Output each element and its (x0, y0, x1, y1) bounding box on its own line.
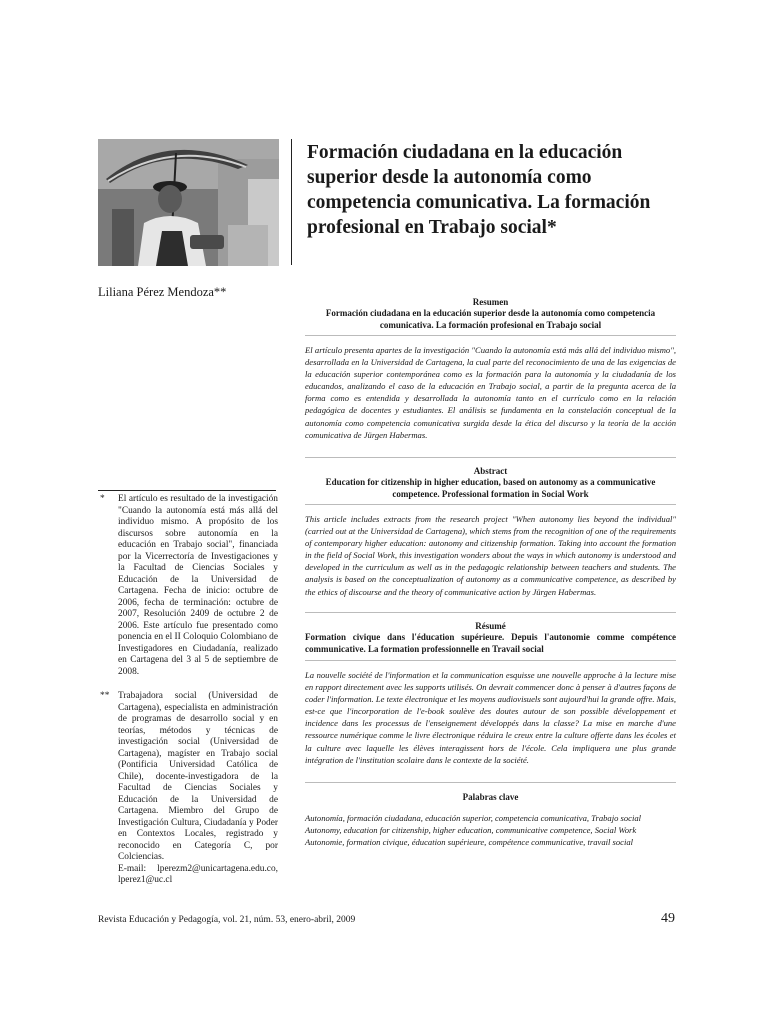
abstract-section (305, 465, 676, 501)
abstract-subtitle: Education for citizenship in higher education, based on autonomy as a communicative competence. Professional formation in Social Work (325, 477, 656, 499)
article-title: Formación ciudadana en la educación superior desde la autonomía como competencia comunicativa. La formación profesional en Trabajo social* (307, 142, 651, 238)
resumen-section (305, 296, 676, 332)
footnote-rule (98, 490, 276, 491)
journal-citation: Revista Educación y Pedagogía, vol. 21, núm. 53, enero-abril, 2009 (98, 915, 356, 925)
abstract-heading: Abstract (473, 466, 508, 476)
keywords-section (305, 791, 676, 848)
footnote-2 (98, 691, 278, 887)
section-divider (305, 782, 676, 783)
section-divider (305, 660, 676, 661)
title-divider (291, 139, 292, 265)
resume-section (305, 620, 676, 656)
resume-text: La nouvelle société de l'information et la communication esquisse une nouvelle approche à la lecture mise en rapport directement avec les supports utilisés. On devrait commencer donc à penser à d'autres façons de coder l'information. Le texte électronique et les moyens audiovisuels sont aujourd'hui la grande offre. Mais, est-ce que l'incorporation de l'e-book soulève des doutes autour de son possible développement et incidence dans les processus de l'enseignement développés dans la classe? La mise en marche d'une ressource numérique comme le livre électronique réduira le creux entre la culture offerte dans les écoles et la culture avec laquelle les élèves interagissent hors de l'école. Cela impliquera une plus grande intégration de l'institution scolaire dans le contexte de la société. (305, 670, 677, 765)
keywords-en: Autonomy, education for citizenship, higher education, communicative competence, Social Work (305, 825, 637, 835)
resumen-heading: Resumen (472, 297, 509, 307)
keywords-heading: Palabras clave (462, 792, 519, 802)
section-divider (305, 457, 676, 458)
footnote-email: E-mail: lperezm2@unicartagena.edu.co, lperez1@uc.cl (118, 863, 278, 885)
page-number: 49 (661, 911, 675, 926)
keywords-fr: Autonomie, formation civique, éducation supérieure, compétence communicative, travail social (305, 837, 634, 847)
keywords-es: Autonomía, formación ciudadana, educación superior, competencia comunicativa, Trabajo social (305, 813, 642, 823)
section-divider (305, 504, 676, 505)
resumen-text: El artículo presenta apartes de la investigación "Cuando la autonomía está más allá del individuo mismo", desarrollada en la Universidad de Cartagena, la cual parte del reconocimiento de una de las exigencias de la educación superior contemporánea como es la formación para la autonomía y la ciudadanía de los educandos, analizando el caso de la educación en Trabajo social, a partir de la pregunta acerca de la forma como es entendida y desarrollada la autonomía tanto en el currículo como en la relación pedagógica de docentes y estudiantes. El análisis se fundamenta en la constelación conceptual de la autonomía como competencia comunicativa surgida desde la ética del discurso y la teoría de la acción comunicativa de Jürgen Habermas. (305, 345, 676, 440)
author-name: Liliana Pérez Mendoza** (98, 285, 227, 299)
abstract-text: This article includes extracts from the research project "When autonomy lies beyond the individual" (carried out at the Universidad de Cartagena), which stems from the recognition of one of the requirements of contemporary higher education: autonomy and citizenship formation. Taking into account the formation in the field of Social Work, this investigation wonders about the ways in which autonomy is understood and developed in the curriculum as well as in the pedagogic relationship between teachers and students. The analysis is based on the conceptualization of autonomy as a communicative competence, as described by the ethics of discourse and the theory of communicative action by Jürgen Habermas. (305, 514, 676, 597)
section-divider (305, 335, 676, 336)
section-divider (305, 612, 676, 613)
resume-subtitle: Formation civique dans l'éducation supérieure. Depuis l'autonomie comme compétence communicative. La formation professionnelle en Travail social (305, 632, 676, 654)
footnote-text: Trabajadora social (Universidad de Cartagena), especialista en administración de programas de desarrollo social y en teorías, métodos y técnicas de investigación social (Universidad de Cartagena), magíster en Trabajo social (Pontificia Universidad Católica de Chile), docente-investigadora de la Facultad de Ciencias Sociales y Educación de la Universidad de Cartagena. Miembro del Grupo de Investigación Cultura, Ciudadanía y Poder en Contextos Locales, registrado y reconocido en Categoría C, por Colciencias. (118, 691, 278, 862)
abstract-body (305, 513, 676, 598)
footnote-1 (98, 494, 278, 678)
resumen-body (305, 344, 676, 441)
author-photo (98, 139, 279, 266)
resume-heading: Résumé (475, 621, 506, 631)
footnote-mark: * (100, 494, 105, 504)
resume-body (305, 669, 676, 766)
resumen-subtitle: Formación ciudadana en la educación superior desde la autonomía como competencia comunicativa. La formación profesional en Trabajo social (325, 308, 656, 330)
footnote-mark: ** (100, 691, 110, 701)
footnote-text: El artículo es resultado de la investigación "Cuando la autonomía está más allá del individuo mismo. A propósito de los discursos sobre autonomía en la educación en Trabajo social", financiada por la Vicerrectoría de Investigaciones y la Facultad de Ciencias Sociales y Educación de la Universidad de Cartagena. Fecha de inicio: octubre de 2006, fecha de terminación: octubre de 2007, Resolución 2409 de octubre 2 de 2006. Este artículo fue presentado como ponencia en el II Coloquio Colombiano de Investigadores en Ciudadanía, realizado en Cartagena del 3 al 5 de septiembre de 2008. (118, 494, 278, 677)
